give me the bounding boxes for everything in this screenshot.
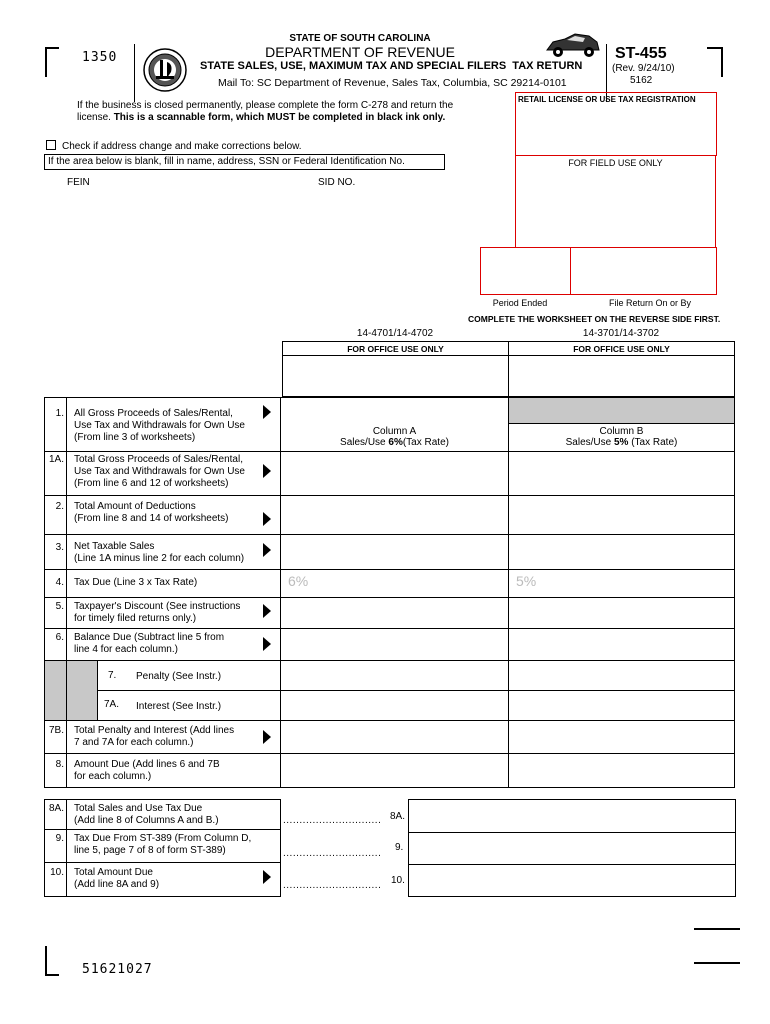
line-10-number: 10. xyxy=(50,867,64,878)
line-2-number: 2. xyxy=(55,501,64,512)
line-10-arrow-icon xyxy=(263,870,271,884)
line-8-column-a-input[interactable] xyxy=(282,755,507,787)
line-8a-leader: .............................. xyxy=(283,815,382,826)
totals-row-sep xyxy=(44,862,281,863)
line-1a-number: 1A. xyxy=(48,454,64,465)
line-1-number: 1. xyxy=(55,408,64,419)
line-8a-input[interactable] xyxy=(408,799,736,833)
office-use-b-label: FOR OFFICE USE ONLY xyxy=(573,344,670,354)
state-name: STATE OF SOUTH CAROLINA xyxy=(289,33,431,44)
line-7b-text-a: Total Penalty and Interest (Add lines xyxy=(74,725,235,736)
line-1a-column-a-input[interactable] xyxy=(282,453,507,494)
row-sep xyxy=(44,569,735,570)
row-sep xyxy=(44,451,735,452)
line-2-arrow-icon xyxy=(263,512,271,526)
notice-bold: This is a scannable form, which MUST be completed in black ink only. xyxy=(113,112,446,123)
line-1a-text-b: Use Tax and Withdrawals for Own Use xyxy=(74,466,245,477)
line-6-text-b: line 4 for each column.) xyxy=(74,644,178,655)
line-5-column-b-input[interactable] xyxy=(510,599,733,627)
column-a-rate-post: (Tax Rate) xyxy=(402,437,449,448)
car-icon xyxy=(543,30,603,60)
line-7-number: 7. xyxy=(108,670,117,681)
line-7-column-b-input[interactable] xyxy=(510,662,733,689)
line-6-arrow-icon xyxy=(263,637,271,651)
line-2-column-a-input[interactable] xyxy=(282,497,507,533)
line-3-text-b: (Line 1A minus line 2 for each column) xyxy=(74,553,245,564)
line-3-text-a: Net Taxable Sales xyxy=(74,541,155,552)
corner-mark-bottom-left-h xyxy=(45,974,59,976)
line-1a-text-c: (From line 6 and 12 of worksheets) xyxy=(74,478,229,489)
line-1-text-b: Use Tax and Withdrawals for Own Use xyxy=(74,420,245,431)
office-use-divider-b xyxy=(508,355,735,356)
revision: (Rev. 9/24/10) xyxy=(612,63,675,74)
line-9-number: 9. xyxy=(55,833,64,844)
row-sep xyxy=(44,534,735,535)
line-7a-number: 7A. xyxy=(104,699,120,710)
period-ended-label: Period Ended xyxy=(492,298,548,308)
header-divider xyxy=(134,44,135,102)
row-sep xyxy=(44,690,735,691)
line-10-text-a: Total Amount Due xyxy=(74,867,153,878)
line-9-text-b: line 5, page 7 of 8 of form ST-389) xyxy=(74,845,226,856)
notice-plain: license. xyxy=(77,112,114,123)
line-1a-arrow-icon xyxy=(263,464,271,478)
column-a-rate-bold: 6% xyxy=(388,437,403,448)
line-1a-column-b-input[interactable] xyxy=(510,453,733,494)
line-8a-text-b: (Add line 8 of Columns A and B.) xyxy=(74,815,219,826)
form-number: ST-455 xyxy=(615,45,667,62)
line-10-input[interactable] xyxy=(408,864,736,897)
address-note: If the area below is blank, fill in name, address, SSN or Federal Identification No. xyxy=(48,156,405,167)
line-9-ref: 9. xyxy=(395,842,404,853)
line-5-text-b: for timely filed returns only.) xyxy=(74,613,197,624)
line-5-number: 5. xyxy=(55,601,64,612)
line-1-text-a: All Gross Proceeds of Sales/Rental, xyxy=(74,408,233,419)
notice-line-1: If the business is closed permanently, please complete the form C-278 and return the xyxy=(77,100,454,111)
line-7b-arrow-icon xyxy=(263,730,271,744)
column-a-rate-pre: Sales/Use xyxy=(340,437,389,448)
form-id: 5162 xyxy=(630,75,653,86)
line-8-number: 8. xyxy=(55,759,64,770)
notice-line-2 xyxy=(77,112,445,123)
line-3-column-a-input[interactable] xyxy=(282,536,507,568)
line-6-text-a: Balance Due (Subtract line 5 from xyxy=(74,632,225,643)
line-1-arrow-icon xyxy=(263,405,271,419)
row-7-shade-right xyxy=(97,661,98,720)
row-sep xyxy=(44,628,735,629)
line-9-leader: .............................. xyxy=(283,848,382,859)
column-b-rate xyxy=(508,437,735,448)
line-1-text-c: (From line 3 of worksheets) xyxy=(74,432,196,443)
line-8-text-a: Amount Due (Add lines 6 and 7B xyxy=(74,759,220,770)
column-a-rate xyxy=(280,437,509,448)
column-b-rate-pre: Sales/Use xyxy=(565,437,614,448)
totals-number-divider xyxy=(66,799,67,897)
line-7b-number: 7B. xyxy=(48,725,64,736)
row-sep xyxy=(44,495,735,496)
line-7b-column-b-input[interactable] xyxy=(510,722,733,752)
line-7b-text-b: 7 and 7A for each column.) xyxy=(74,737,194,748)
line-8-text-b: for each column.) xyxy=(74,771,152,782)
column-b-rate-bold: 5% xyxy=(614,437,629,448)
line-2-text-a: Total Amount of Deductions xyxy=(74,501,196,512)
line-4-text-a: Tax Due (Line 3 x Tax Rate) xyxy=(74,577,198,588)
line-4-column-a-rate: 6% xyxy=(288,573,309,589)
department-name: DEPARTMENT OF REVENUE xyxy=(265,44,455,60)
row-sep xyxy=(44,720,735,721)
line-5-column-a-input[interactable] xyxy=(282,599,507,627)
corner-mark-top-left-h xyxy=(45,47,59,49)
row-sep xyxy=(44,660,735,661)
totals-row-sep xyxy=(44,829,281,830)
line-8a-ref: 8A. xyxy=(390,811,406,822)
row-7-shade-divider xyxy=(66,661,67,720)
file-return-label: File Return On or By xyxy=(608,298,692,308)
line-2-text-b: (From line 8 and 14 of worksheets) xyxy=(74,513,229,524)
retail-license-label: RETAIL LICENSE OR USE TAX REGISTRATION xyxy=(518,95,696,104)
column-a-title: Column A xyxy=(372,426,417,437)
line-10-text-b: (Add line 8A and 9) xyxy=(74,879,160,890)
line-3-arrow-icon xyxy=(263,543,271,557)
mail-to: Mail To: SC Department of Revenue, Sales Tax, Columbia, SC 29214-0101 xyxy=(218,77,567,89)
column-b-code: 14-3701/14-3702 xyxy=(582,328,660,339)
line-5-arrow-icon xyxy=(263,604,271,618)
line-1a-text-a: Total Gross Proceeds of Sales/Rental, xyxy=(74,454,243,465)
line-7a-column-a-input[interactable] xyxy=(282,692,507,719)
doc-code: 1350 xyxy=(82,50,118,65)
office-use-divider-a xyxy=(282,355,509,356)
line-9-text-a: Tax Due From ST-389 (From Column D, xyxy=(74,833,252,844)
line-3-number: 3. xyxy=(55,542,64,553)
line-6-column-b-input[interactable] xyxy=(510,630,733,659)
office-use-a-label: FOR OFFICE USE ONLY xyxy=(347,344,444,354)
line-3-column-b-input[interactable] xyxy=(510,536,733,568)
address-change-label: Check if address change and make corrections below. xyxy=(62,141,302,152)
corner-mark-bottom-left-v xyxy=(45,946,47,976)
line-7b-column-a-input[interactable] xyxy=(282,722,507,752)
row-7-shade xyxy=(45,661,97,720)
file-return-box[interactable] xyxy=(570,247,717,295)
corner-mark-top-left-v xyxy=(45,47,47,77)
line-7a-column-b-input[interactable] xyxy=(510,692,733,719)
field-use-label: FOR FIELD USE ONLY xyxy=(568,158,663,168)
column-b-rate-post: (Tax Rate) xyxy=(628,437,678,448)
line-2-column-b-input[interactable] xyxy=(510,497,733,533)
line-7a-text: Interest (See Instr.) xyxy=(136,701,222,712)
line-6-column-a-input[interactable] xyxy=(282,630,507,659)
period-ended-box[interactable] xyxy=(480,247,571,295)
line-10-leader: .............................. xyxy=(283,880,382,891)
number-column-divider xyxy=(66,397,67,788)
line-5-text-a: Taxpayer's Discount (See instructions xyxy=(74,601,241,612)
line-4-number: 4. xyxy=(55,577,64,588)
fein-label: FEIN xyxy=(67,177,90,188)
column-a-code: 14-4701/14-4702 xyxy=(356,328,434,339)
field-use-box xyxy=(515,155,716,248)
corner-mark-bottom-right-2 xyxy=(694,962,740,964)
row-sep xyxy=(44,753,735,754)
sid-label: SID NO. xyxy=(318,177,356,188)
worksheet-note: COMPLETE THE WORKSHEET ON THE REVERSE SIDE FIRST. xyxy=(468,314,721,324)
line-6-number: 6. xyxy=(55,632,64,643)
row-sep xyxy=(44,597,735,598)
corner-mark-top-right-v xyxy=(721,47,723,77)
line-8a-text-a: Total Sales and Use Tax Due xyxy=(74,803,203,814)
line-7-text: Penalty (See Instr.) xyxy=(136,671,222,682)
state-seal xyxy=(143,48,187,92)
corner-mark-bottom-right-1 xyxy=(694,928,740,930)
address-change-checkbox[interactable] xyxy=(46,140,56,150)
scan-number: 51621027 xyxy=(82,962,153,977)
line-8a-number: 8A. xyxy=(48,803,64,814)
line-10-ref: 10. xyxy=(391,875,405,886)
line-4-column-b-rate: 5% xyxy=(516,573,537,589)
line-9-input[interactable] xyxy=(408,832,736,865)
form-title: STATE SALES, USE, MAXIMUM TAX AND SPECIAL FILERS TAX RETURN xyxy=(200,60,583,72)
column-b-title: Column B xyxy=(599,426,644,437)
line-8-column-b-input[interactable] xyxy=(510,755,733,787)
line-7-column-a-input[interactable] xyxy=(282,662,507,689)
